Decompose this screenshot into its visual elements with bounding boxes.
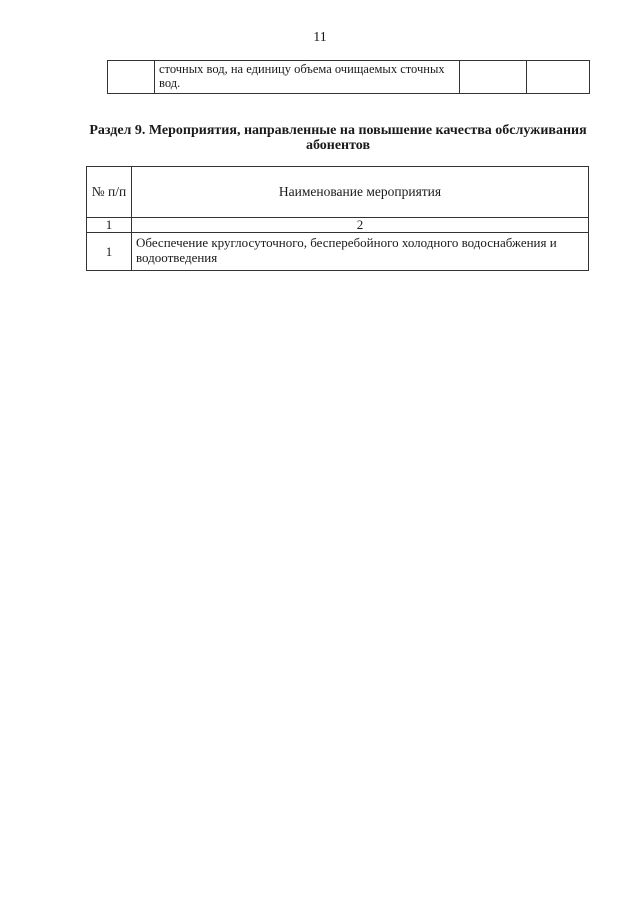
table-row — [87, 233, 589, 271]
page-number: 11 — [313, 30, 327, 45]
column-number: 2 — [132, 218, 589, 233]
continuation-table — [107, 60, 590, 94]
table-row — [108, 61, 590, 94]
row-number: 1 — [87, 233, 132, 271]
table-header-row — [87, 167, 589, 218]
table-cell-description: сточных вод, на единицу объема очищаемых сточных вод. — [155, 61, 460, 94]
table-cell — [108, 61, 155, 94]
header-measure-name: Наименование мероприятия — [132, 167, 589, 218]
section-title: Раздел 9. Мероприятия, направленные на повышение качества обслуживания абонентов — [89, 123, 587, 153]
table-cell — [527, 61, 590, 94]
column-number-row — [87, 218, 589, 233]
row-measure-name: Обеспечение круглосуточного, бесперебойного холодного водоснабжения и водоотведения — [132, 233, 589, 271]
measures-table — [86, 166, 589, 271]
table-cell — [460, 61, 527, 94]
column-number: 1 — [87, 218, 132, 233]
header-number: № п/п — [87, 167, 132, 218]
